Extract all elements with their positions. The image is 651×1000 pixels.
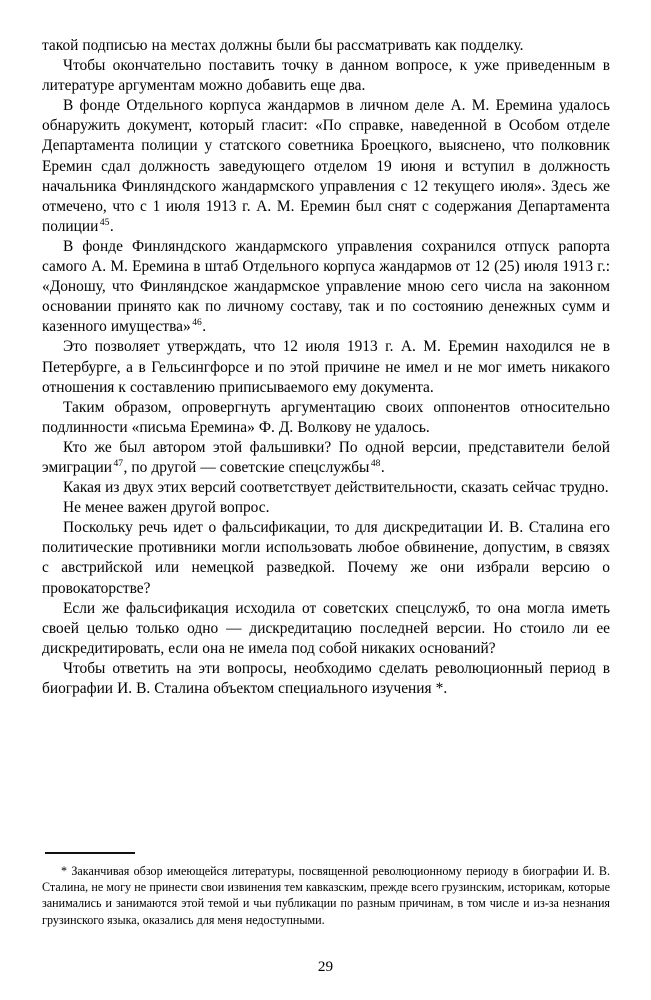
paragraph-kakaya-iz-dvuh: Какая из двух этих версий соответствует действительности, сказать сейчас трудно. bbox=[63, 479, 609, 497]
paragraph-takim-obrazom: Таким образом, опровергнуть аргументацию своих оппонентов относительно подлинности «письма Еремина» Ф. Д. Волкову не удалось. bbox=[42, 398, 610, 436]
paragraph-ne-menee-vazhen: Не менее важен другой вопрос. bbox=[63, 499, 270, 517]
footnote-reference-46[interactable]: 46 bbox=[192, 317, 202, 329]
footnote-reference-48[interactable]: 48 bbox=[370, 457, 381, 469]
footnote-reference-47[interactable]: 47 bbox=[113, 457, 124, 469]
paragraph-text-tail: . bbox=[202, 318, 207, 336]
paragraph-text-middle: , по другой — советские спецслужбы bbox=[123, 458, 370, 476]
paragraph-chtoby-otvetit: Чтобы ответить на эти вопросы, необходимо сделать революционный период в биографии И. В. Сталина объектом специального изучения *. bbox=[42, 659, 610, 697]
footnote-separator-rule bbox=[45, 852, 135, 854]
paragraph-text-tail: . bbox=[109, 217, 114, 235]
paragraph-esli-zhe-falsifikaciya: Если же фальсификация исходила от советских спецслужб, то она могла иметь своей целью только одно — дискредитацию последней версии. Но стоило ли ее дискредитировать, если она не имела под собой никаких оснований? bbox=[42, 599, 610, 657]
body-text-block bbox=[42, 36, 610, 699]
footnote-reference-45[interactable]: 45 bbox=[99, 216, 110, 228]
page-number: 29 bbox=[317, 958, 334, 975]
paragraph-continuation: такой подписью на местах должны были бы рассматривать как подделку. bbox=[42, 37, 524, 54]
footnote-block bbox=[42, 852, 610, 928]
paragraph-text-main: В фонде Отдельного корпуса жандармов в личном деле А. М. Еремина удалось обнаружить документ, который гласит: «По справке, наведенной в Особом отделе Департамента полиции у статского советника Броецкого, выяснено, что полковник Еремин сдал должность заведующего отделом 19 июня и вступил в должность начальника Финляндского жандармского управления с 12 текущего июля». Здесь же отмечено, что с 1 июля 1913 г. А. М. Еремин был снят с содержания Департамента полиции bbox=[42, 97, 610, 235]
paragraph-text-tail: . bbox=[380, 458, 385, 476]
paragraph-kto-zhe-byl-avtorom bbox=[42, 438, 610, 478]
footnote-marker: * bbox=[61, 863, 68, 878]
paragraph-text-main: Кто же был автором этой фальшивки? По одной версии, представители белой эмиграции bbox=[42, 438, 610, 476]
paragraph-text-main: В фонде Финляндского жандармского управления сохранился отпуск рапорта самого А. М. Еремина в штаб Отдельного корпуса жандармов от 12 (25) июля 1913 г.: «Доношу, что Финляндское жандармское управление мною сего числа на законном основании принято как по личному составу, так и по состоянию денежных сумм и казенного имущества» bbox=[42, 237, 610, 336]
paragraph-v-fonde-otdelnogo-korpusa bbox=[42, 96, 610, 237]
paragraph-chtoby-okonchatelno: Чтобы окончательно поставить точку в данном вопросе, к уже приведенным в литературе аргументам можно добавить еще два. bbox=[42, 57, 610, 95]
footnote-text: Заканчивая обзор имеющейся литературы, посвященной революционному периоду в биографии И. В. Сталина, не могу не принести свои извинения тем кавказским, прежде всего грузинским, историкам, которые занимались и занимаются этой темой и чьи публикации по разным причинам, в том числе и из-за незнания грузинского языка, оказались для меня недоступными. bbox=[42, 863, 610, 927]
paragraph-poskolku-rech-idet: Поскольку речь идет о фальсификации, то для дискредитации И. В. Сталина его политические противники могли использовать любое обвинение, допустим, в связях с австрийской или немецкой разведкой. Почему же они избрали версию о провокаторстве? bbox=[42, 519, 610, 597]
paragraph-v-fonde-finlyandskogo bbox=[42, 237, 610, 337]
paragraph-eto-pozvolyaet: Это позволяет утверждать, что 12 июля 1913 г. А. М. Еремин находился не в Петербурге, а в Гельсингфорсе и по этой причине не имел и не мог иметь никакого отношения к составлению приписываемого ему документа. bbox=[42, 338, 610, 396]
footnote-entry bbox=[42, 863, 610, 929]
